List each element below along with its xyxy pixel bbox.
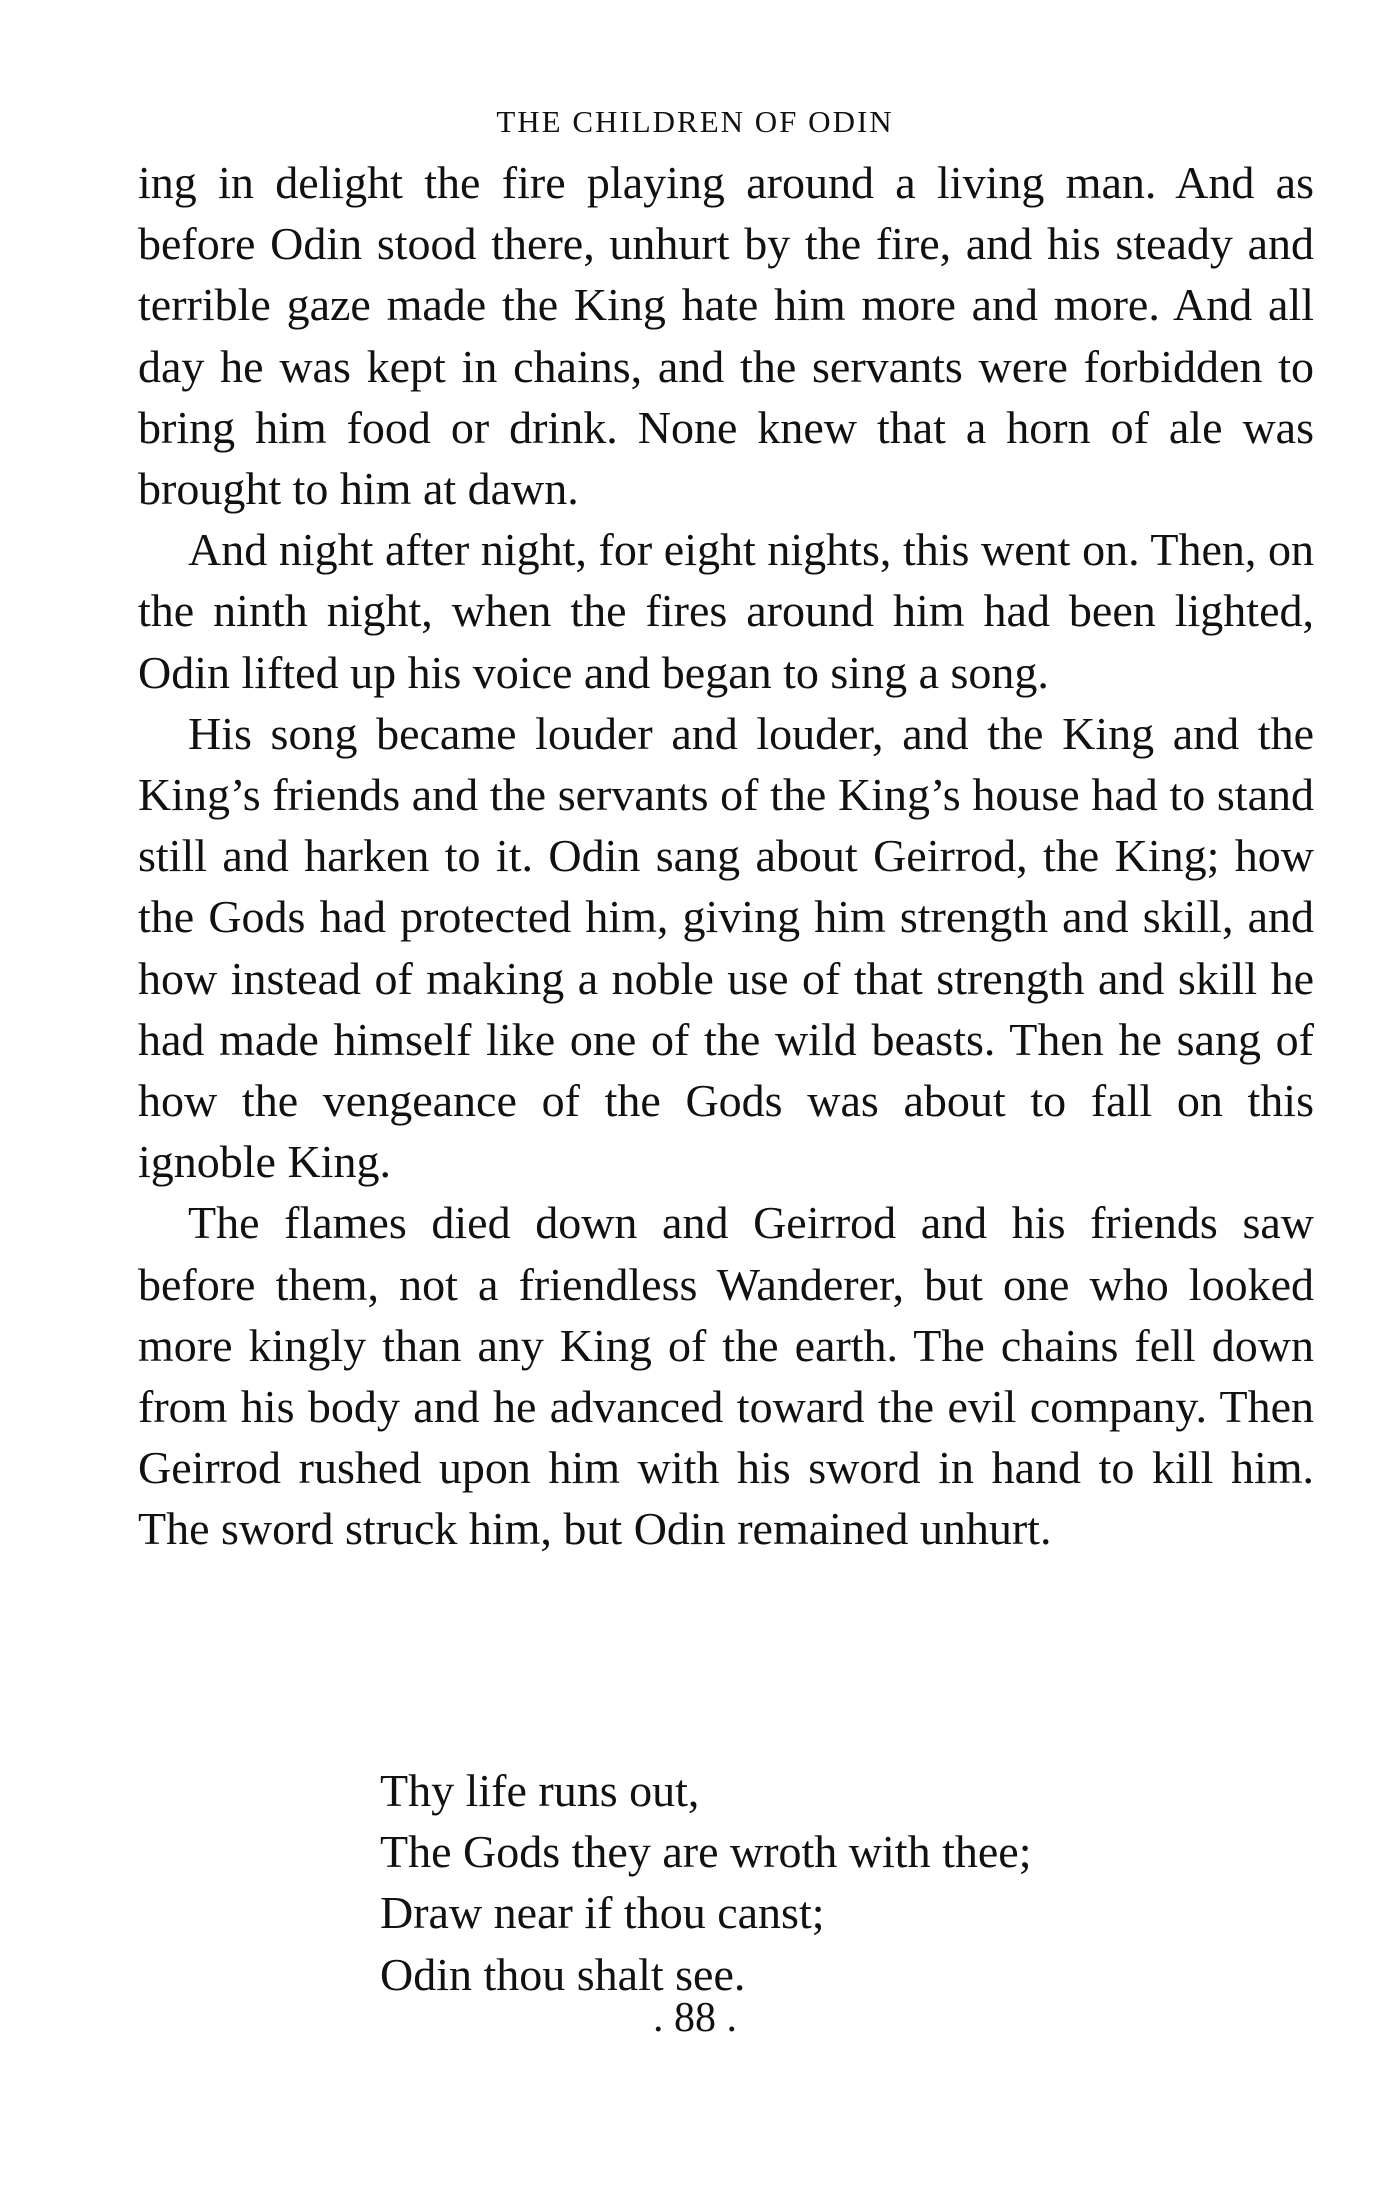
verse-line: Thy life runs out, bbox=[380, 1765, 700, 1816]
running-head: THE CHILDREN OF ODIN bbox=[496, 104, 894, 139]
body-text bbox=[138, 152, 1314, 1560]
paragraph: ing in delight the fire playing around a living man. And as before Odin stood there, unhurt by the fire, and his steady and terrible gaze made the King hate him more and more. And all day he was kept in chains, and the servants were forbidden to bring him food or drink. None knew that a horn of ale was brought to him at dawn. bbox=[138, 157, 1314, 515]
paragraph: And night after night, for eight nights, this went on. Then, on the ninth night, when the fires around him had been lighted, Odin lifted up his voice and began to sing a song. bbox=[138, 524, 1314, 698]
verse-line: Draw near if thou canst; bbox=[380, 1887, 825, 1939]
verse-block bbox=[380, 1760, 1280, 2005]
verse-line: Odin thou shalt see. bbox=[380, 1948, 746, 2000]
page-number: . 88 . bbox=[653, 1995, 737, 2041]
paragraph: The flames died down and Geirrod and his friends saw before them, not a friendless Wanderer, but one who looked more kingly than any King of the earth. The chains fell down from his body and he advanced toward the evil company. Then Geirrod rushed upon him with his sword in hand to kill him. The sword struck him, but Odin remained unhurt. bbox=[138, 1197, 1314, 1555]
verse-line: The Gods they are wroth with thee; bbox=[380, 1826, 1032, 1878]
paragraph: His song became louder and louder, and the King and the King’s friends and the servants of the King’s house had to stand still and harken to it. Odin sang about Geirrod, the King; how the Gods had protected him, giving him strength and skill, and how instead of making a noble use of that strength and skill he had made himself like one of the wild beasts. Then he sang of how the vengeance of the Gods was about to fall on this ignoble King. bbox=[138, 707, 1314, 1188]
